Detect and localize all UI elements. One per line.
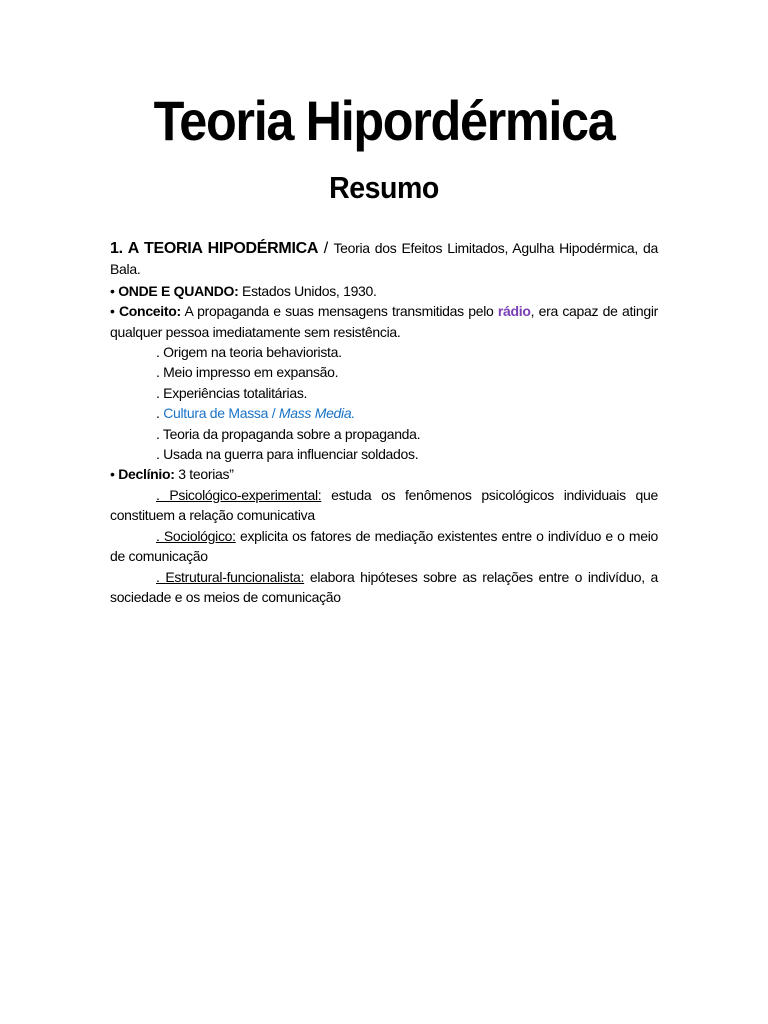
teoria-text: estuda os fenômenos psicológicos individuais que constituem a relação comunicativa: [110, 486, 658, 524]
list-item: . Usada na guerra para influenciar soldados.: [156, 446, 419, 463]
onde-quando-label: ONDE E QUANDO:: [118, 282, 239, 299]
cultura-link-text: Cultura de Massa /: [163, 405, 279, 422]
list-item-cultura: [110, 403, 658, 423]
teoria-label: . Psicológico-experimental:: [156, 486, 322, 503]
list-item: . Origem na teoria behaviorista.: [156, 344, 342, 361]
document-subtitle: Resumo: [329, 170, 439, 205]
teoria-text: explicita os fatores de mediação existentes entre o indivíduo e o meio de comunicação: [110, 527, 658, 565]
conceito-label: Conceito:: [119, 303, 181, 320]
teoria-item: [110, 567, 658, 608]
radio-highlight: rádio: [497, 303, 531, 320]
section-heading-subtitle: Teoria dos Efeitos Limitados, Agulha Hipodérmica, da Bala.: [110, 240, 659, 278]
bullet: •: [110, 303, 115, 320]
teoria-text: elabora hipóteses sobre as relações entre o indivíduo, a sociedade e os meios de comunicação: [110, 568, 659, 605]
teoria-item: [110, 526, 658, 567]
section-heading-title: 1. A TEORIA HIPODÉRMICA: [110, 240, 319, 257]
teoria-label: . Estrutural-funcionalista:: [156, 568, 305, 585]
teoria-label: . Sociológico:: [156, 527, 236, 544]
declinio-label: Declínio:: [118, 466, 175, 483]
list-item: . Teoria da propaganda sobre a propaganda.: [156, 425, 421, 442]
section-heading: [110, 238, 658, 281]
document-body: [110, 238, 658, 607]
bullet: •: [110, 282, 115, 299]
list-item: . Experiências totalitárias.: [156, 384, 308, 401]
list-item: . Meio impresso em expansão.: [156, 364, 339, 381]
conceito-text: A propaganda e suas mensagens transmitidas pelo: [184, 303, 494, 320]
conceito-text-after: , era capaz de atingir qualquer pessoa imediatamente sem resistência.: [110, 303, 658, 340]
onde-quando-item: [110, 281, 658, 301]
cultura-link[interactable]: [163, 405, 355, 421]
section-heading-separator: /: [318, 240, 334, 257]
declinio-text: 3 teorias”: [178, 466, 234, 483]
bullet: •: [110, 466, 115, 483]
cultura-prefix: .: [156, 405, 164, 422]
document-title: Teoria Hipordérmica: [153, 89, 615, 152]
conceito-item: [110, 301, 658, 342]
teoria-item: [110, 485, 658, 526]
onde-quando-text: Estados Unidos, 1930.: [242, 282, 377, 299]
mass-media-text: Mass Media.: [278, 405, 355, 422]
declinio-item: [110, 464, 658, 484]
